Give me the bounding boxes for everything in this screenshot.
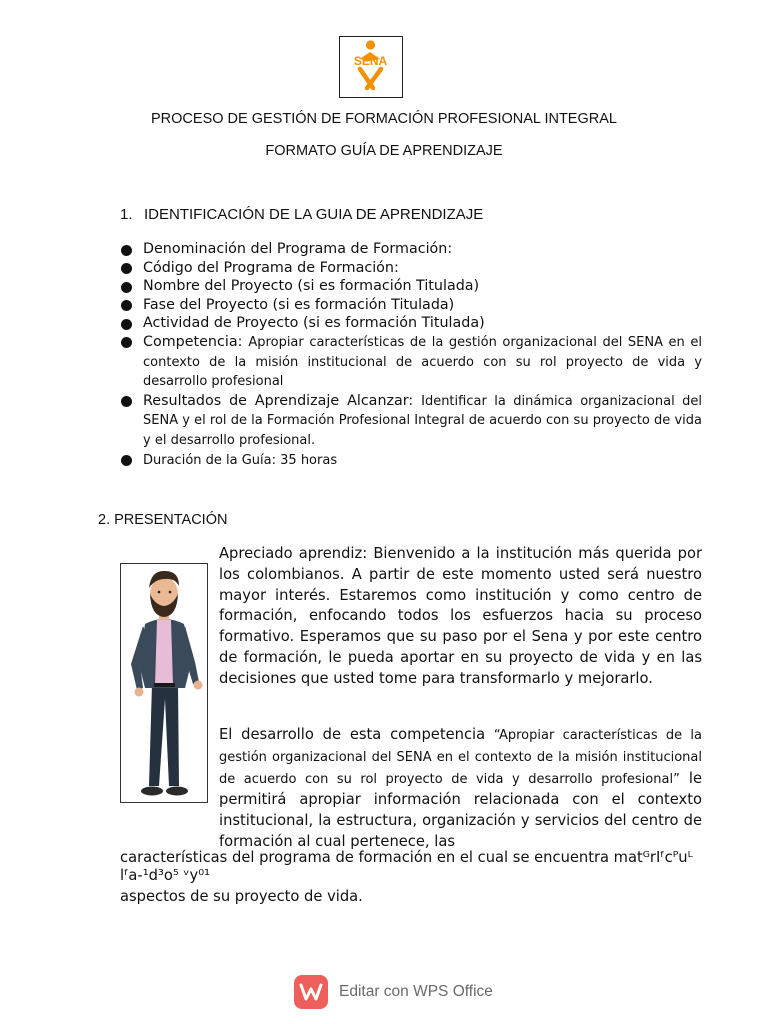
bullet-icon — [121, 319, 132, 330]
list-item — [120, 259, 702, 278]
continuation-text: características del programa de formación en el cual se encuentra mat — [120, 849, 643, 866]
paragraph-2-intro: El desarrollo de esta competencia — [219, 726, 494, 743]
bullet-icon — [121, 396, 132, 407]
bullet-icon — [121, 263, 132, 274]
list-item-text: Código del Programa de Formación: — [143, 259, 399, 276]
list-item-detail: Identificar la dinámica organizacional del SENA y el rol de la Formación Profesional Integral de acuerdo con su proyecto de vida y el desarrollo profesional. — [143, 393, 703, 448]
presentation-paragraph-1: Apreciado aprendiz: Bienvenido a la institución más querida por los colombianos. A partir de este momento usted será nuestro mayor interés. Estaremos como institución y como centro de formación, enfocando todos los esfuerzos hacia su proceso formativo. Esperamos que su paso por el Sena y por este centro de formación, le pueda aportar en su proyecto de vida y en las decisiones que usted tome para transformarlo y mejorarlo. — [219, 545, 702, 687]
list-item — [120, 314, 702, 333]
presentation-continuation — [120, 849, 728, 885]
identification-list — [120, 240, 702, 470]
document-header-format: FORMATO GUÍA DE APRENDIZAJE — [265, 143, 503, 159]
wps-edit-label: Editar con WPS Office — [339, 983, 493, 1000]
bullet-icon — [121, 245, 132, 256]
wps-office-icon — [294, 975, 328, 1009]
sena-logo — [339, 36, 403, 98]
wps-edit-button[interactable] — [294, 974, 493, 1010]
list-item-competencia — [120, 333, 702, 392]
list-item-text: Fase del Proyecto (si es formación Titulada) — [143, 296, 455, 313]
list-item-text: Denominación del Programa de Formación: — [143, 241, 453, 257]
bullet-icon — [121, 282, 132, 293]
presentation-last-line: aspectos de su proyecto de vida. — [120, 888, 363, 905]
section-2-heading: 2. PRESENTACIÓN — [98, 512, 228, 528]
paragraph-2-rest: le permitirá apropiar información relacionada con el contexto institucional, la estructura, organización y servicios del centro de formación al cual pertenece, las — [219, 769, 702, 850]
garbled-text-2: lᶠa-¹d³o⁵ ᵛy⁰¹ — [120, 867, 210, 884]
bullet-icon — [121, 337, 132, 348]
list-item-label: Competencia: — [143, 333, 243, 350]
document-header-process: PROCESO DE GESTIÓN DE FORMACIÓN PROFESIONAL INTEGRAL — [151, 111, 617, 127]
list-item-text: Nombre del Proyecto (si es formación Titulada) — [143, 278, 480, 295]
bullet-icon — [121, 300, 132, 311]
list-item — [120, 451, 702, 471]
garbled-text: ᴳrIᶠcᴾuᴸ — [642, 849, 693, 866]
man-illustration — [120, 563, 208, 803]
list-item-text: Actividad de Proyecto (si es formación Titulada) — [143, 315, 485, 332]
sena-logo-text: SENA — [353, 54, 388, 68]
list-item — [120, 296, 702, 315]
list-item-text: Duración de la Guía: 35 horas — [143, 452, 338, 468]
list-item — [120, 240, 702, 259]
section-1-number: 1. — [120, 206, 133, 223]
list-item — [120, 277, 702, 296]
list-item-resultados — [120, 392, 702, 451]
section-1-heading — [120, 206, 483, 223]
list-item-detail: Apropiar características de la gestión organizacional del SENA en el contexto de la misión institucional de acuerdo con su rol proyecto de vida y desarrollo profesional — [143, 334, 702, 390]
list-item-label: Resultados de Aprendizaje Alcanzar: — [143, 392, 414, 409]
paragraph-2-quote: “Apropiar características de la gestión organizacional del SENA en el contexto de la misión institucional de acuerdo con su rol proyecto de vida y desarrollo profesional” — [219, 728, 702, 787]
bullet-icon — [121, 455, 132, 466]
presentation-paragraph-2 — [219, 725, 702, 853]
section-1-title: IDENTIFICACIÓN DE LA GUIA DE APRENDIZAJE — [144, 206, 484, 223]
